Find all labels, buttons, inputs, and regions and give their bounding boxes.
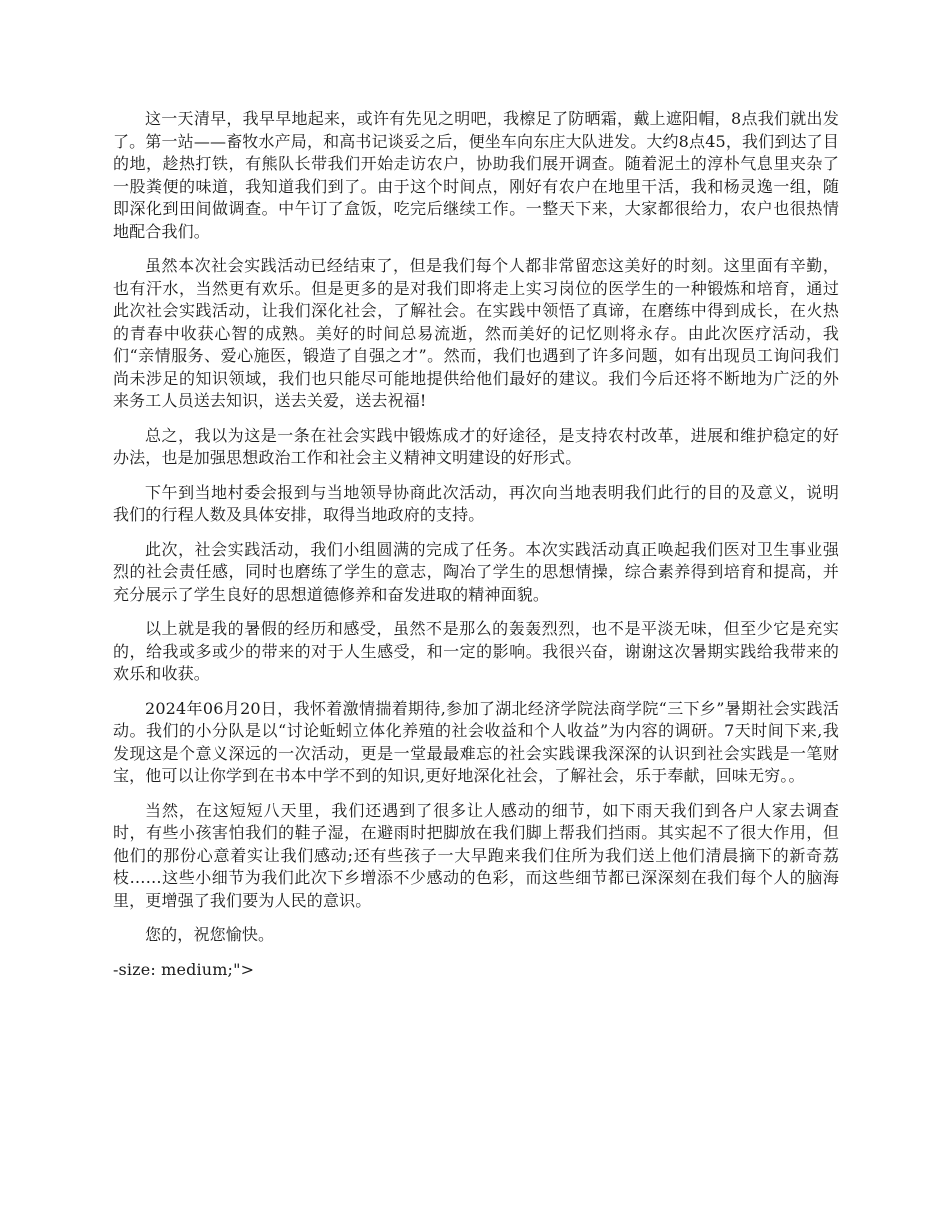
- paragraph-1: 这一天清早，我早早地起来，或许有先见之明吧，我檫足了防晒霜，戴上遮阳帽，8点我们就出发了。第一站——畜牧水产局，和高书记谈妥之后，便坐车向东庄大队进发。大约8点45，我们到达了目的地，趁热打铁，有熊队长带我们开始走访农户，协助我们展开调查。随着泥土的淳朴气息里夹杂了一股粪便的味道，我知道我们到了。由于这个时间点，刚好有农户在地里干活，我和杨灵逸一组，随即深化到田间做调查。中午订了盒饭，吃完后继续工作。一整天下来，大家都很给力，农户也很热情地配合我们。: [113, 109, 839, 241]
- paragraph-5: 此次，社会实践活动，我们小组圆满的完成了任务。本次实践活动真正唤起我们医对卫生事业强烈的社会责任感，同时也磨练了学生的意志，陶冶了学生的思想情操，综合素养得到培育和提高，并充分展示了学生良好的思想道德修养和奋发进取的精神面貌。: [113, 539, 839, 604]
- stray-markup-text: -size: medium;">: [113, 959, 255, 979]
- paragraph-4: 下午到当地村委会报到与当地领导协商此次活动，再次向当地表明我们此行的目的及意义，说明我们的行程人数及具体安排，取得当地政府的支持。: [113, 482, 839, 524]
- paragraph-8: 当然，在这短短八天里，我们还遇到了很多让人感动的细节，如下雨天我们到各户人家去调查时，有些小孩害怕我们的鞋子湿，在避雨时把脚放在我们脚上帮我们挡雨。其实起不了很大作用，但他们的那份心意着实让我们感动;还有些孩子一大早跑来我们住所为我们送上他们清晨摘下的新奇荔枝……这些小细节为我们此次下乡增添不少感动的色彩，而这些细节都已深深刻在我们每个人的脑海里，更增强了我们要为人民的意识。: [113, 800, 839, 910]
- paragraph-7: 2024年06月20日，我怀着激情揣着期待,参加了湖北经济学院法商学院“三下乡”暑期社会实践活动。我们的小分队是以“讨论蚯蚓立体化养殖的社会收益和个人收益”为内容的调研。7天时间下来,我发现这是个意义深远的一次活动，更是一堂最最难忘的社会实践课我深深的认识到社会实践是一笔财宝，他可以让你学到在书本中学不到的知识,更好地深化社会，了解社会，乐于奉献，回味无穷。。: [113, 698, 839, 785]
- paragraph-6: 以上就是我的暑假的经历和感受，虽然不是那么的轰轰烈烈，也不是平淡无味，但至少它是充实的，给我或多或少的带来的对于人生感受，和一定的影响。我很兴奋，谢谢这次暑期实践给我带来的欢乐和收获。: [113, 619, 839, 683]
- document-body: [113, 108, 839, 981]
- paragraph-2: 虽然本次社会实践活动已经结束了，但是我们每个人都非常留恋这美好的时刻。这里面有辛勤，也有汗水，当然更有欢乐。但是更多的是对我们即将走上实习岗位的医学生的一种锻炼和培育，通过此次社会实践活动，让我们深化社会，了解社会。在实践中领悟了真谛，在磨练中得到成长，在火热的青春中收获心智的成熟。美好的时间总易流逝，然而美好的记忆则将永存。由此次医疗活动，我们“亲情服务、爱心施医，锻造了自强之才”。然而，我们也遇到了许多问题，如有出现员工询问我们尚未涉足的知识领域，我们也只能尽可能地提供给他们最好的建议。我们今后还将不断地为广泛的外来务工人员送去知识，送去关爱，送去祝福!: [113, 256, 839, 410]
- closing-line: 您的，祝您愉快。: [145, 925, 275, 944]
- paragraph-3: 总之，我以为这是一条在社会实践中锻炼成才的好途径，是支持农村改革，进展和维护稳定的好办法，也是加强思想政治工作和社会主义精神文明建设的好形式。: [113, 425, 839, 467]
